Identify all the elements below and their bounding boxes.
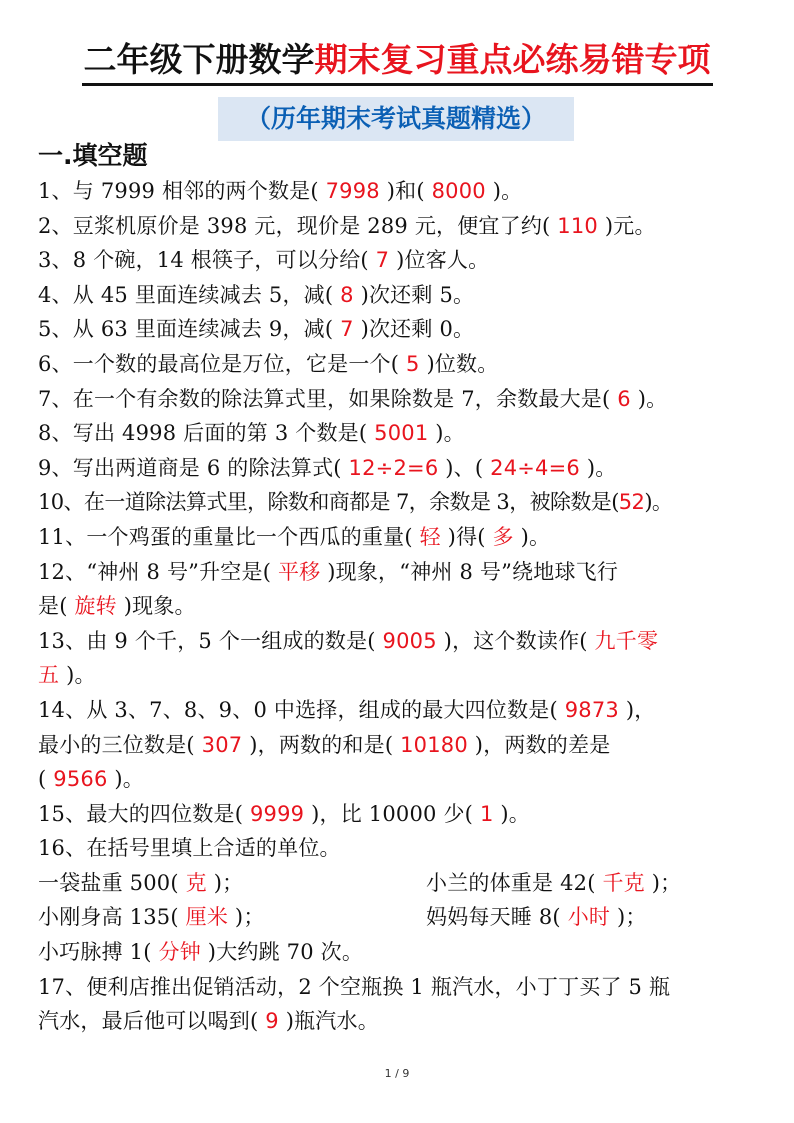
answer: 7 xyxy=(333,317,361,342)
answer: 7998 xyxy=(318,179,387,203)
answer: 克 xyxy=(178,870,214,895)
answer: 厘米 xyxy=(178,905,235,930)
question-8: 8、写出 4998 后面的第 3 个数是( 5001 )。 xyxy=(38,421,465,446)
question-list xyxy=(38,174,760,1039)
page-number: 1 / 9 xyxy=(384,1067,410,1080)
question-17: 17、便利店推出促销活动，2 个空瓶换 1 瓶汽水，小丁丁买了 5 瓶 汽水，最后他可以喝到( 9 )瓶汽水。 xyxy=(38,974,671,1034)
question-7: 7、在一个有余数的除法算式里，如果除数是 7，余数最大是( 6 )。 xyxy=(38,386,668,411)
question-14: 14、从 3、7、8、9、0 中选择，组成的最大四位数是( 9873 )， 最小的三位数是( 307 )，两数的和是( 10180 )，两数的差是 ( 9566 )。 xyxy=(38,697,656,792)
answer: 10180 xyxy=(393,732,475,757)
answer: 5 xyxy=(399,351,427,376)
answer: 1 xyxy=(473,801,501,826)
answer: 307 xyxy=(194,732,250,757)
answer: 分钟 xyxy=(151,940,208,965)
answer: 7 xyxy=(368,248,397,273)
answer: 轻 xyxy=(412,524,448,549)
title-black-part: 二年级下册数学 xyxy=(83,40,315,79)
answer: 千克 xyxy=(595,870,652,895)
question-4: 4、从 45 里面连续减去 5，减( 8 )次还剩 5。 xyxy=(38,282,475,307)
answer: 平移 xyxy=(271,559,328,584)
page-title xyxy=(0,38,794,86)
answer: 9005 xyxy=(375,628,444,653)
subtitle-banner xyxy=(218,97,574,141)
answer: 9999 xyxy=(243,801,312,826)
question-3: 3、8 个碗，14 根筷子，可以分给( 7 )位客人。 xyxy=(38,248,490,273)
answer: 9566 xyxy=(46,767,115,792)
answer: 12÷2=6 xyxy=(341,455,446,480)
answer: 6 xyxy=(610,386,638,411)
question-2: 2、豆浆机原价是 398 元，现价是 289 元，便宜了约( 110 )元。 xyxy=(38,213,656,238)
question-15: 15、最大的四位数是( 9999 )，比 10000 少( 1 )。 xyxy=(38,801,530,826)
question-10: 10、在一道除法算式里，除数和商都是 7，余数是 3，被除数是(52)。 xyxy=(38,490,673,515)
subtitle-text: （历年期末考试真题精选） xyxy=(245,104,546,133)
question-11: 11、一个鸡蛋的重量比一个西瓜的重量( 轻 )得( 多 )。 xyxy=(38,524,551,549)
answer: 小时 xyxy=(560,905,617,930)
question-16: 16、在括号里填上合适的单位。 一袋盐重 500( 克 )； 小兰的体重是 42( 千克 )； 小刚身高 135( 厘米 )； 妈妈每天睡 8( 小时 )； 小巧脉搏 1( 分钟 )大约跳 70 次。 xyxy=(38,836,682,965)
answer: 8 xyxy=(333,282,361,307)
question-13: 13、由 9 个千，5 个一组成的数是( 9005 )，这个数读作( 九千零 五 )。 xyxy=(38,628,659,688)
page-title-underline xyxy=(82,38,713,86)
question-1: 1、与 7999 相邻的两个数是( 7998 )和( 8000 )。 xyxy=(38,179,523,203)
question-6: 6、一个数的最高位是万位，它是一个( 5 )位数。 xyxy=(38,351,499,376)
answer: 5001 xyxy=(367,421,436,446)
question-5: 5、从 63 里面连续减去 9，减( 7 )次还剩 0。 xyxy=(38,317,475,342)
answer: 旋转 xyxy=(67,594,124,619)
section-heading: 一.填空题 xyxy=(38,141,148,170)
answer: 九千零 xyxy=(587,628,659,653)
answer: 52 xyxy=(618,490,645,515)
answer: 9 xyxy=(258,1009,286,1034)
question-12: 12、“神州 8 号”升空是( 平移 )现象，“神州 8 号”绕地球飞行 是( 旋转 )现象。 xyxy=(38,559,619,619)
answer: 9873 xyxy=(557,697,626,722)
answer: 24÷4=6 xyxy=(483,455,587,480)
title-red-part: 期末复习重点必练易错专项 xyxy=(314,40,711,79)
answer: 多 xyxy=(485,524,521,549)
question-9: 9、写出两道商是 6 的除法算式( 12÷2=6 )、( 24÷4=6 )。 xyxy=(38,455,617,480)
answer: 五 xyxy=(38,663,60,688)
answer: 110 xyxy=(550,213,605,238)
answer: 8000 xyxy=(424,179,493,203)
